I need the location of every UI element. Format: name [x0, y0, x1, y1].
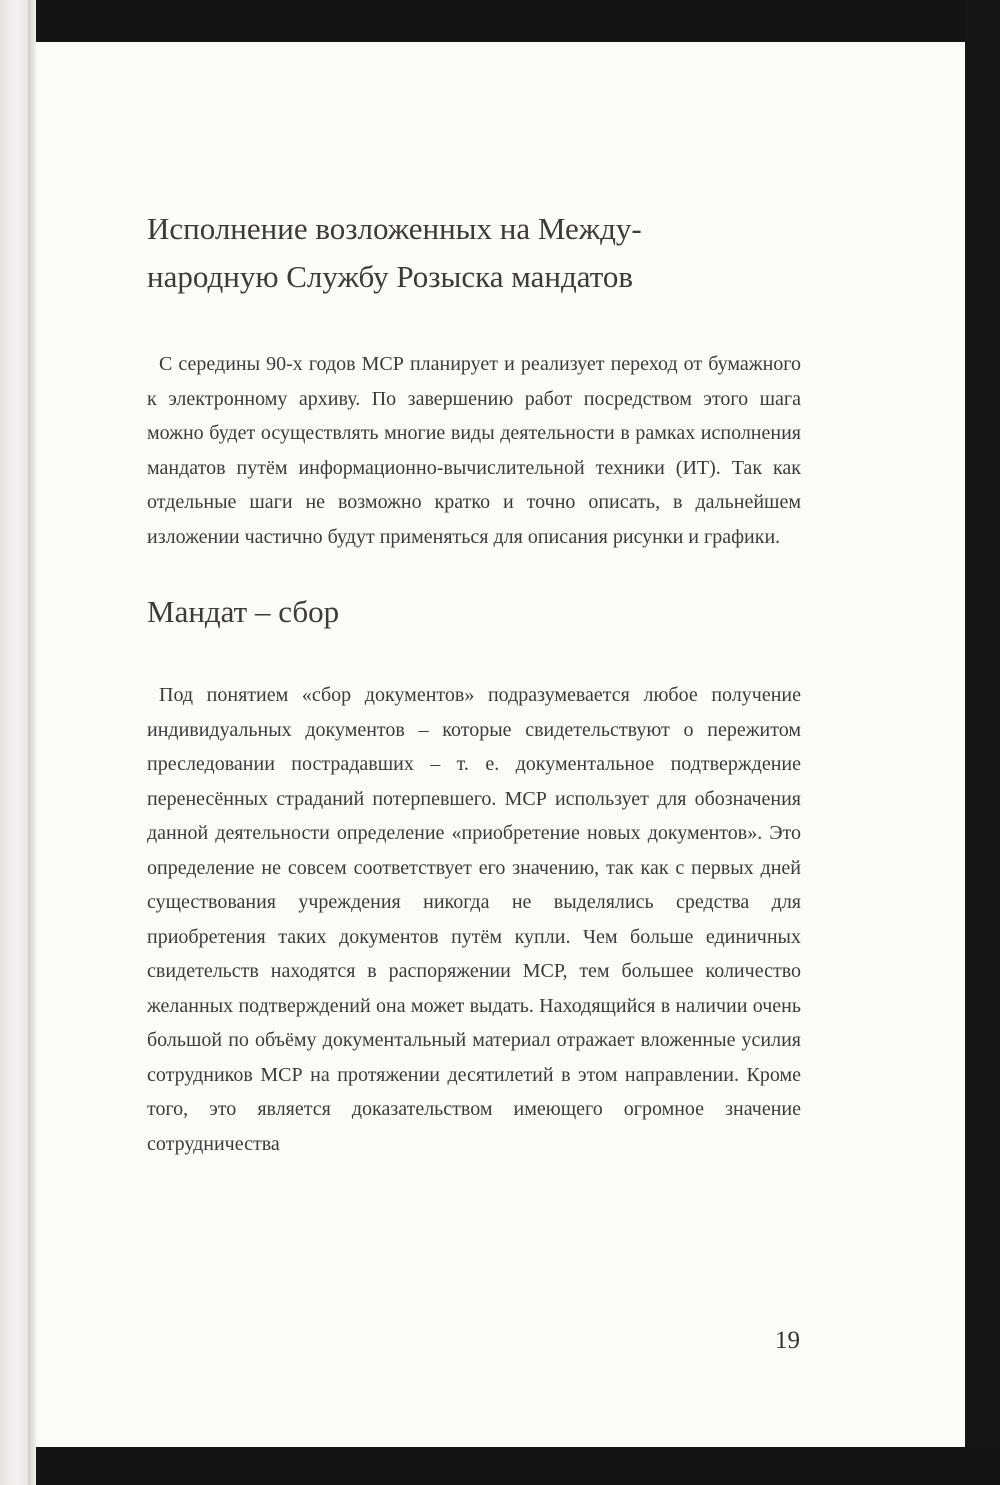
facing-page-edge: [0, 0, 28, 1485]
scan-border-bottom: [36, 1447, 1000, 1485]
page-number: 19: [775, 1327, 800, 1354]
section-heading: [147, 205, 801, 301]
subsection-heading: Мандат – сбор: [147, 594, 340, 629]
page-gutter: [28, 0, 36, 1485]
scan-border-top: [36, 0, 1000, 42]
paragraph-document-collection: Под понятием «сбор документов» подразумевается любое получение индивидуальных документов – которые свидетельствуют о пережитом преследовании пострадавших – т. е. документальное подтверждение перенесённых страданий потерпевшего. МСР использует для обозначения данной деятельности определение «приобретение новых документов». Это определение не совсем соответствует его значению, так как с первых дней существования учреждения никогда не выделялись средства для приобретения таких документов путём купли. Чем больше единичных свидетельств находятся в распоряжении МСР, тем большее количество желанных подтверждений она может выдать. Находящийся в наличии очень большой по объёму документальный материал отражает вложенные усилия сотрудников МСР на протяжении десятилетий в этом направлении. Кроме того, это является доказательством имеющего огромное значение сотрудничества: [147, 684, 801, 1155]
section-heading-line-2: народную Службу Розыска мандатов: [147, 259, 633, 294]
scan-border-right: [965, 0, 1000, 1485]
page-content: [147, 205, 801, 1161]
section-heading-line-1: Исполнение возложенных на Между-: [147, 211, 642, 246]
paragraph-electronic-archive: С середины 90-х годов МСР планирует и реализует переход от бумажного к электронному архиву. По завершению работ посредством этого шага можно будет осуществлять многие виды деятельности в рамках исполнения мандатов путём информационно-вычислительной техники (ИТ). Так как отдельные шаги не возможно кратко и точно описать, в дальнейшем изложении частично будут применяться для описания рисунки и графики.: [147, 353, 801, 548]
